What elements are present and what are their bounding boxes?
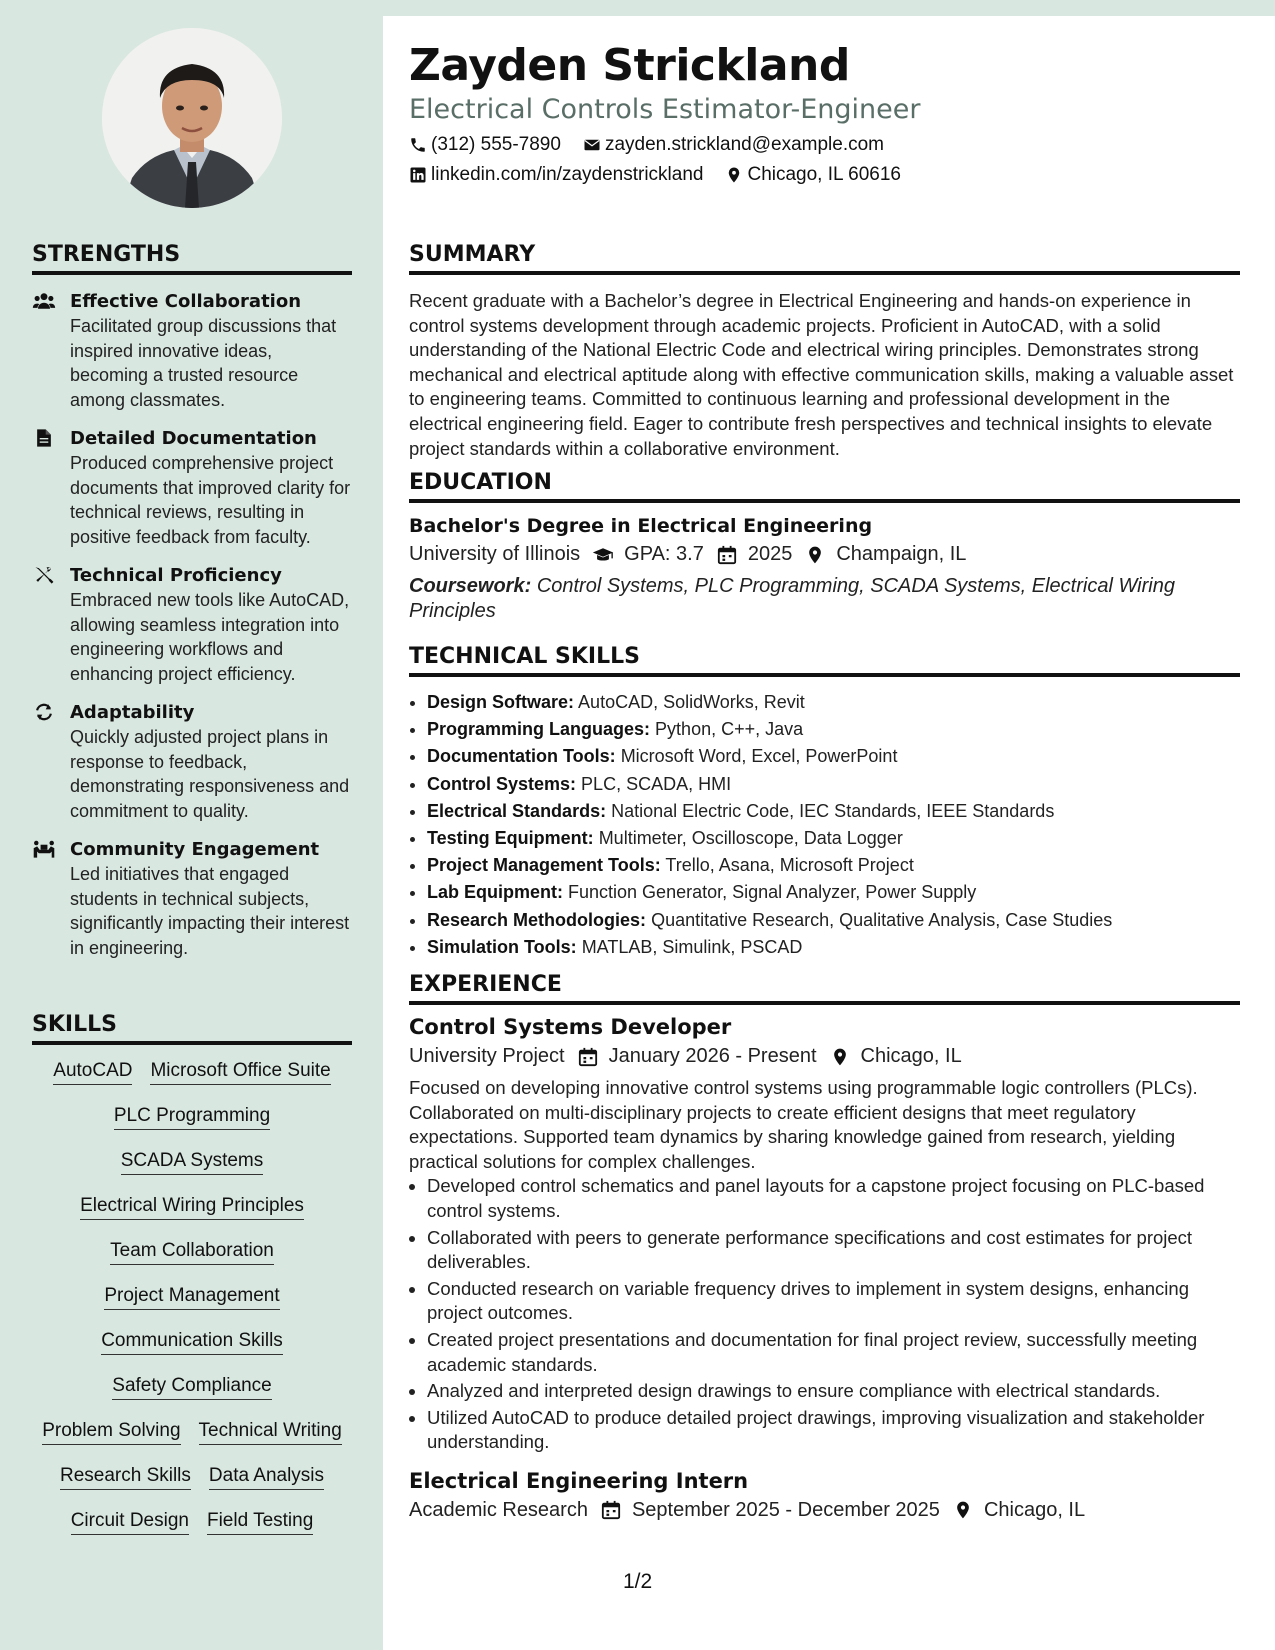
- skill-chip: Problem Solving: [42, 1417, 180, 1445]
- gpa-text: GPA: 3.7: [624, 543, 704, 565]
- strength-item: [32, 700, 352, 823]
- summary-heading: SUMMARY: [409, 242, 1240, 275]
- list-item: [427, 743, 1240, 770]
- list-item: [427, 907, 1240, 934]
- list-item: • Analyzed and interpreted design drawings to ensure compliance with electrical standards.: [427, 1379, 1240, 1404]
- graduation-year: 2025: [747, 543, 793, 565]
- list-item: [427, 716, 1240, 743]
- skill-chip: Safety Compliance: [112, 1372, 271, 1400]
- list-item: [427, 689, 1240, 716]
- tech-skill-label: Programming Languages:: [427, 719, 651, 740]
- strength-title: Effective Collaboration: [70, 291, 302, 312]
- strength-desc: Embraced new tools like AutoCAD, allowing seamless integration into engineering workflows and enhancing project efficiency.: [70, 590, 350, 684]
- tech-skill-value: Trello, Asana, Microsoft Project: [665, 855, 914, 876]
- tech-skill-value: National Electric Code, IEC Standards, IEEE Standards: [611, 800, 1055, 821]
- tech-skill-value: Function Generator, Signal Analyzer, Power Supply: [568, 882, 977, 903]
- tech-skill-value: AutoCAD, SolidWorks, Revit: [578, 692, 805, 712]
- job-location: Chicago, IL: [983, 1498, 1086, 1521]
- tech-skill-label: Simulation Tools:: [427, 936, 577, 957]
- tech-skill-label: Lab Equipment:: [427, 882, 563, 903]
- job-dates: January 2026 - Present: [608, 1045, 817, 1067]
- job-meta: [409, 1499, 1240, 1522]
- tech-skill-label: Design Software:: [427, 692, 575, 712]
- list-item: [427, 771, 1240, 798]
- tech-skill-value: Quantitative Research, Qualitative Analysis, Case Studies: [651, 909, 1113, 930]
- skill-chip: Research Skills: [60, 1462, 191, 1490]
- location-text: Chicago, IL 60616: [747, 164, 901, 185]
- list-item: [427, 825, 1240, 852]
- strength-item: [32, 837, 352, 960]
- skill-chip: Circuit Design: [71, 1507, 189, 1535]
- tech-skill-label: Research Methodologies:: [427, 909, 647, 930]
- phone-icon: [409, 136, 427, 154]
- strength-item: [32, 289, 352, 412]
- candidate-role: Electrical Controls Estimator-Engineer: [409, 94, 921, 125]
- skill-chip: PLC Programming: [114, 1102, 270, 1130]
- coursework-label: Coursework:: [409, 575, 532, 597]
- strength-desc: Produced comprehensive project documents that improved clarity for technical reviews, resulting in positive feedback from faculty.: [70, 453, 351, 547]
- strength-desc: Led initiatives that engaged students in technical subjects, significantly impacting their interest in engineering.: [70, 864, 350, 958]
- job-title: Electrical Engineering Intern: [409, 1468, 749, 1493]
- phone-text: (312) 555-7890: [431, 134, 561, 155]
- list-item: • Collaborated with peers to generate performance specifications and cost estimates for project deliverables.: [427, 1226, 1240, 1275]
- coursework: [409, 574, 1240, 624]
- job-meta: [409, 1045, 1240, 1068]
- tech-skill-label: Control Systems:: [427, 773, 577, 794]
- strength-desc: Facilitated group discussions that inspired innovative ideas, becoming a trusted resource among classmates.: [70, 316, 337, 410]
- email-contact[interactable]: [583, 134, 884, 156]
- skill-chip: AutoCAD: [53, 1057, 132, 1085]
- job-description: Focused on developing innovative control systems using programmable logic controllers (PLCs). Collaborated on multi-disciplinary projects to create efficient designs that meet regulatory expectations. Supported team dynamics by sharing knowledge gained from research, yielding practical solutions for complex challenges.: [409, 1077, 1198, 1172]
- experience-heading: EXPERIENCE: [409, 972, 1240, 1005]
- location-contact: [725, 164, 901, 186]
- strengths-section: [32, 242, 352, 974]
- tools-icon: [32, 565, 56, 585]
- tech-skill-label: Testing Equipment:: [427, 828, 594, 849]
- education-meta: [409, 543, 1240, 566]
- list-item: • Created project presentations and documentation for final project review, successfully meeting academic standards.: [427, 1328, 1240, 1377]
- skill-chip: Technical Writing: [199, 1417, 342, 1445]
- page-number: 1/2: [623, 1570, 653, 1593]
- school-name: University of Illinois: [409, 543, 581, 565]
- map-pin-icon: [804, 545, 826, 565]
- calendar-icon: [600, 1500, 622, 1520]
- strength-desc: Quickly adjusted project plans in response to feedback, demonstrating responsiveness and commitment to quality.: [70, 727, 350, 821]
- skill-chip: Electrical Wiring Principles: [80, 1192, 304, 1220]
- users-icon: [32, 291, 56, 311]
- tech-skill-label: Project Management Tools:: [427, 855, 661, 876]
- tech-skill-label: Documentation Tools:: [427, 746, 616, 767]
- contact-row-2: [409, 164, 923, 186]
- candidate-name: Zayden Strickland: [409, 40, 850, 91]
- education-heading: EDUCATION: [409, 470, 1240, 503]
- technical-skills-heading: TECHNICAL SKILLS: [409, 644, 1240, 677]
- tech-skill-value: Microsoft Word, Excel, PowerPoint: [620, 746, 898, 767]
- strength-title: Community Engagement: [70, 839, 320, 860]
- tech-skill-label: Electrical Standards:: [427, 800, 607, 821]
- linkedin-text[interactable]: linkedin.com/in/zaydenstrickland: [431, 164, 704, 185]
- skill-chip: Project Management: [104, 1282, 279, 1310]
- job-title: Control Systems Developer: [409, 1015, 732, 1039]
- profile-photo: [102, 28, 282, 208]
- people-carry-icon: [32, 839, 56, 859]
- skills-section: [32, 1012, 352, 1552]
- map-pin-icon: [725, 166, 743, 184]
- strength-title: Adaptability: [70, 702, 195, 723]
- list-item: [427, 852, 1240, 879]
- contact-row-1: [409, 134, 906, 156]
- linkedin-contact[interactable]: [409, 164, 703, 186]
- skill-chip: SCADA Systems: [121, 1147, 264, 1175]
- list-item: [427, 879, 1240, 906]
- summary-section: [409, 242, 1240, 461]
- experience-section: [409, 972, 1240, 1522]
- skill-chip: Team Collaboration: [110, 1237, 274, 1265]
- school-location: Champaign, IL: [836, 543, 967, 565]
- email-text[interactable]: zayden.strickland@example.com: [604, 134, 885, 155]
- job-org: Academic Research: [409, 1498, 588, 1521]
- envelope-icon: [583, 136, 601, 154]
- linkedin-icon: [409, 166, 427, 184]
- skill-chip: Field Testing: [207, 1507, 313, 1535]
- job-dates: September 2025 - December 2025: [631, 1498, 940, 1521]
- strength-title: Technical Proficiency: [70, 565, 282, 586]
- skills-heading: SKILLS: [32, 1012, 352, 1045]
- phone-contact: [409, 134, 561, 156]
- map-pin-icon: [829, 1047, 851, 1067]
- strengths-heading: STRENGTHS: [32, 242, 352, 275]
- skill-chip: Data Analysis: [209, 1462, 324, 1490]
- strength-title: Detailed Documentation: [70, 428, 317, 449]
- list-item: [427, 934, 1240, 961]
- list-item: • Conducted research on variable frequency drives to implement in system designs, enhancing project outcomes.: [427, 1277, 1240, 1326]
- list-item: • Utilized AutoCAD to produce detailed project drawings, improving visualization and stakeholder understanding.: [427, 1406, 1240, 1455]
- map-pin-icon: [952, 1500, 974, 1520]
- document-icon: [32, 428, 56, 448]
- sync-icon: [32, 702, 56, 722]
- list-item: • Developed control schematics and panel layouts for a capstone project focusing on PLC-based control systems.: [427, 1174, 1240, 1223]
- strength-item: [32, 563, 352, 686]
- job-location: Chicago, IL: [860, 1045, 962, 1067]
- strength-item: [32, 426, 352, 549]
- tech-skill-value: Python, C++, Java: [655, 719, 804, 740]
- degree-title: Bachelor's Degree in Electrical Engineering: [409, 515, 873, 537]
- skill-chip: Communication Skills: [101, 1327, 283, 1355]
- list-item: [427, 798, 1240, 825]
- tech-skill-value: PLC, SCADA, HMI: [581, 773, 732, 794]
- calendar-icon: [716, 545, 738, 565]
- tech-skill-value: MATLAB, Simulink, PSCAD: [581, 936, 803, 957]
- calendar-icon: [577, 1047, 599, 1067]
- tech-skill-value: Multimeter, Oscilloscope, Data Logger: [598, 828, 903, 849]
- coursework-list: Control Systems, PLC Programming, SCADA Systems, Electrical Wiring Principles: [409, 575, 1175, 622]
- job-org: University Project: [409, 1045, 565, 1067]
- summary-text: Recent graduate with a Bachelor’s degree in Electrical Engineering and hands-on experience in control systems development through academic projects. Proficient in AutoCAD, with a solid understanding of the National Electric Code and electrical wiring principles. Demonstrates strong mechanical and electrical aptitude along with effective communication skills, making a valuable asset to engineering teams. Committed to continuous learning and professional development in the electrical engineering field. Eager to contribute fresh perspectives and technical insights to elevate project standards within a collaborative environment.: [409, 290, 1234, 459]
- education-section: [409, 470, 1240, 624]
- technical-skills-section: [409, 644, 1240, 961]
- graduation-cap-icon: [592, 545, 614, 565]
- skill-chip: Microsoft Office Suite: [150, 1057, 330, 1085]
